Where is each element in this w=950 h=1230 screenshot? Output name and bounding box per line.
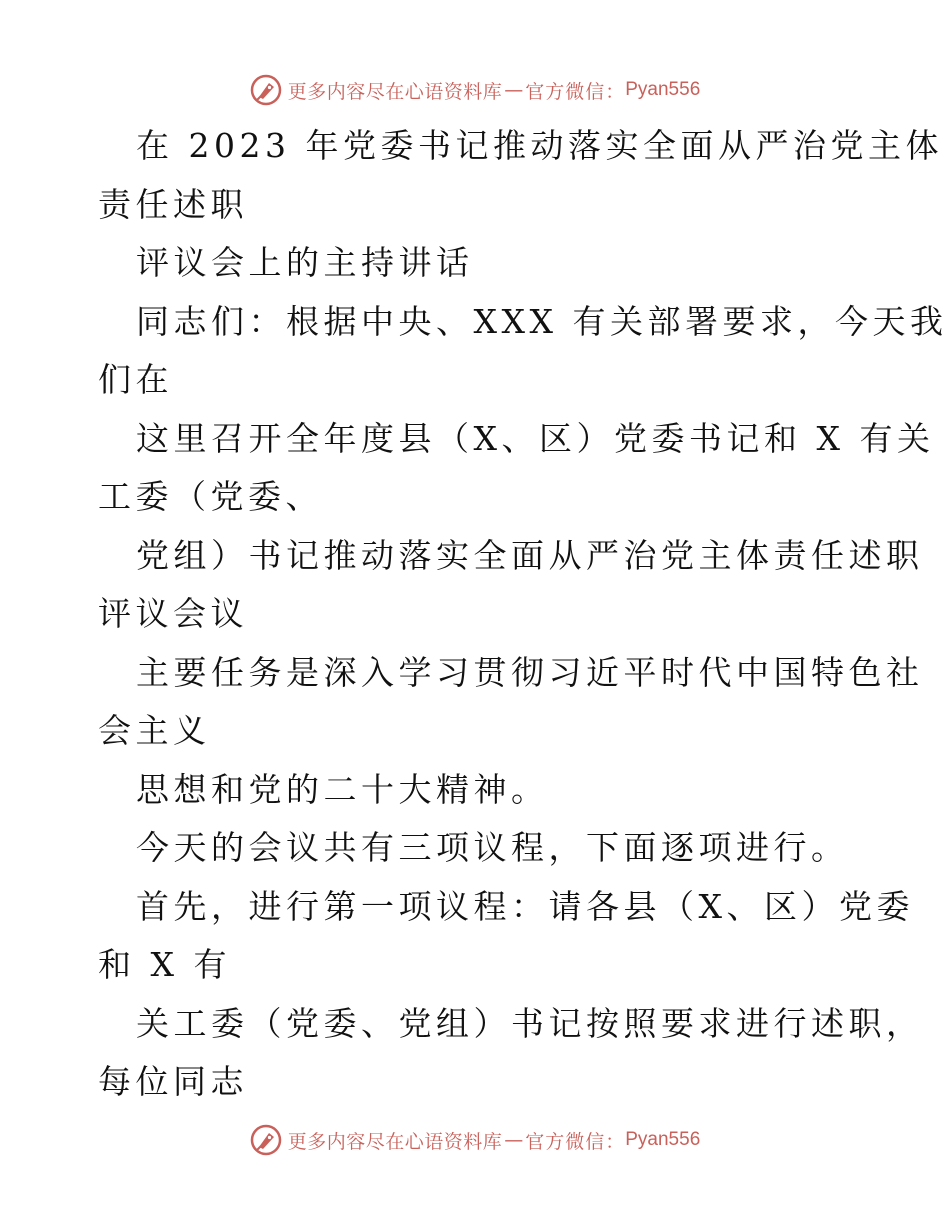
text-line: 首先，进行第一项议程：请各县（X、区）党委 [136,886,914,926]
watermark-contact-label: 官方微信： [525,80,626,103]
text-line: 责任述职 [98,184,248,224]
text-line: 在 2023 年党委书记推动落实全面从严治党主体 [136,126,943,165]
watermark-separator: — [504,1129,524,1151]
header-watermark [0,70,950,110]
watermark-contact-label: 官方微信： [525,1130,626,1153]
text-line: 这里召开全年度县（X、区）党委书记和 X 有关 [136,418,935,458]
text-line: 同志们：根据中央、XXX 有关部署要求，今天我 [136,301,948,341]
watermark-separator: — [504,79,524,101]
text-line: 工委（党委、 [98,477,323,516]
text-line: 关工委（党委、党组）书记按照要求进行述职， [136,1003,924,1043]
text-line: 党组）书记推动落实全面从严治党主体责任述职 [136,535,924,575]
text-line: 和 X 有 [98,945,231,984]
watermark-text: 更多内容尽在心语资料库 [287,80,503,103]
pen-nib-logo-icon [250,1124,282,1156]
text-line: 会主义 [98,711,211,750]
pen-nib-logo-icon [250,74,282,106]
text-line: 每位同志 [98,1062,248,1101]
text-line: 们在 [98,360,173,399]
watermark-handle: Pyan556 [625,1129,701,1150]
watermark-text: 更多内容尽在心语资料库 [287,1130,503,1153]
text-line: 主要任务是深入学习贯彻习近平时代中国特色社 [136,652,924,692]
document-body [98,117,948,1112]
text-line: 思想和党的二十大精神。 [136,769,549,809]
text-line: 今天的会议共有三项议程，下面逐项进行。 [136,828,849,867]
footer-watermark [0,1120,950,1160]
text-line: 评议会上的主持讲话 [136,243,474,282]
watermark-handle: Pyan556 [625,79,701,100]
text-line: 评议会议 [98,594,248,633]
